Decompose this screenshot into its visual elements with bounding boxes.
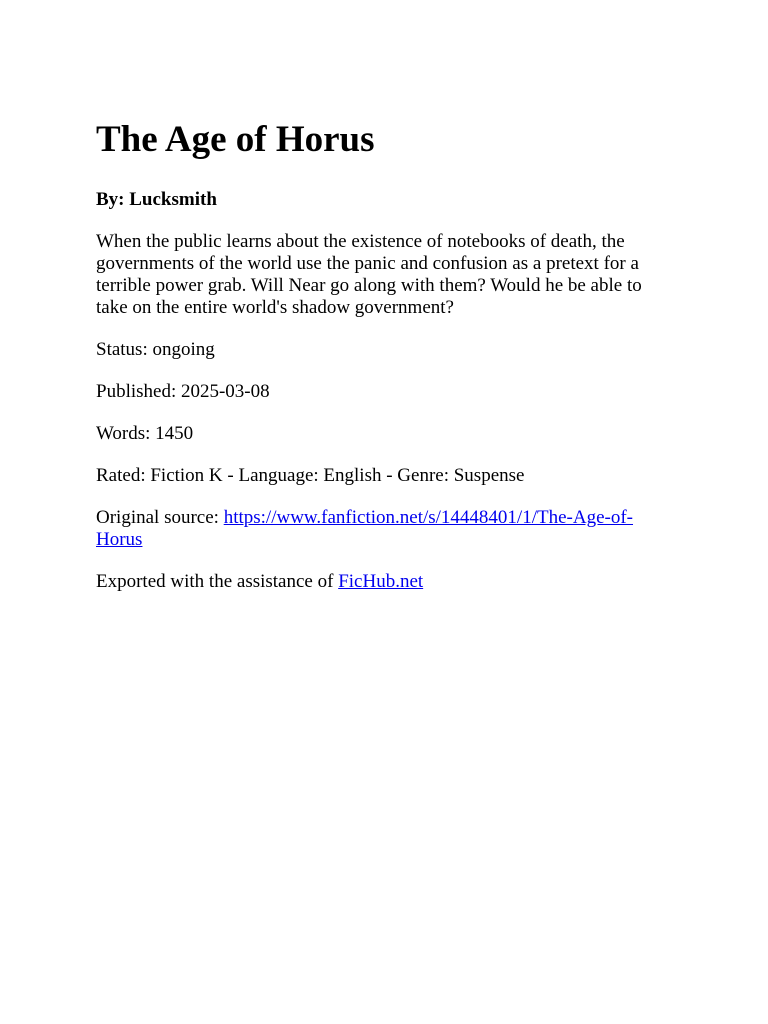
author-byline: By: Lucksmith	[96, 189, 217, 211]
original-source-label: Original source:	[96, 507, 224, 529]
fichub-link[interactable]: FicHub.net	[338, 571, 424, 593]
story-status: Status: ongoing	[96, 339, 215, 361]
story-title: The Age of Horus	[96, 119, 375, 160]
story-summary: When the public learns about the existence of notebooks of death, the governments of the world use the panic and confusion as a pretext for a terrible power grab. Will Near go along with them? Would he be able to take on the entire world's shadow government?	[96, 231, 642, 319]
export-credit	[96, 571, 656, 593]
published-date: Published: 2025-03-08	[96, 381, 270, 403]
document-content	[96, 118, 656, 613]
original-source-link[interactable]: https://www.fanfiction.net/s/14448401/1/The-Age-of-Horus	[96, 507, 633, 551]
original-source	[96, 507, 656, 551]
rating-info: Rated: Fiction K - Language: English - Genre: Suspense	[96, 465, 525, 487]
word-count: Words: 1450	[96, 423, 194, 445]
export-credit-label: Exported with the assistance of	[96, 571, 339, 593]
